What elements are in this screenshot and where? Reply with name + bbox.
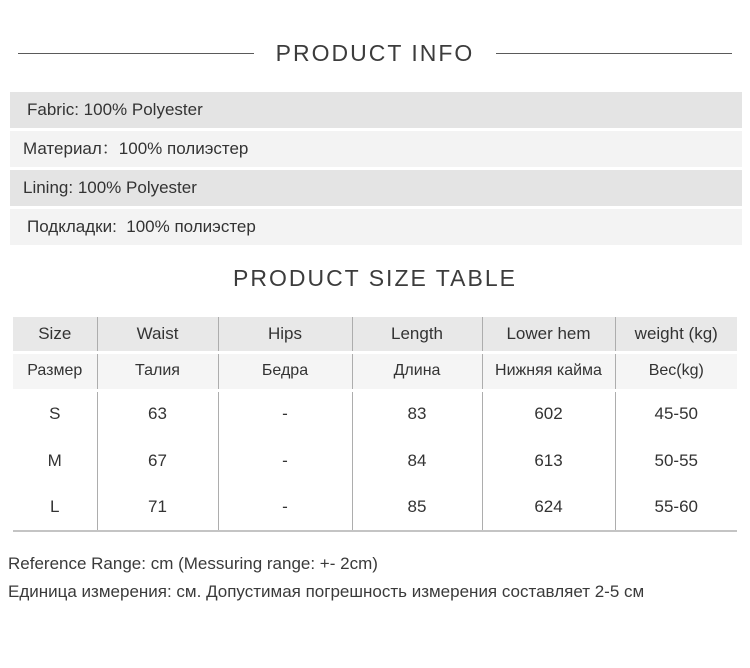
header-cell-length: Length [352,317,482,352]
table-cell: 84 [352,437,482,484]
table-header-row-ru [13,352,737,390]
size-table-title: PRODUCT SIZE TABLE [233,264,517,291]
table-cell: 85 [352,484,482,531]
title-rule-right [496,53,732,54]
table-row-m [13,437,737,484]
header-cell-size: Size [13,317,97,352]
table-cell: S [13,390,97,437]
size-table-header [0,263,750,293]
header-cell-lower-hem: Lower hem [482,317,615,352]
header-cell-waist: Waist [97,317,218,352]
table-cell: 67 [97,437,218,484]
header-cell-weight-ru: Вес(kg) [615,352,737,390]
measurement-unit-note-ru: Единица измерения: см. Допустимая погрешность измерения составляет 2-5 см [8,582,645,601]
title-rule-left [18,53,254,54]
table-cell: M [13,437,97,484]
table-header-row-en [13,317,737,352]
table-cell: - [218,437,352,484]
table-cell: 50-55 [615,437,737,484]
size-table [13,317,737,532]
header-cell-weight: weight (kg) [615,317,737,352]
table-cell: L [13,484,97,531]
table-cell: 83 [352,390,482,437]
product-info-header [0,38,750,68]
table-row-s [13,390,737,437]
footer-notes [8,550,742,606]
info-row-lining: Lining: 100% Polyester [10,170,742,206]
table-cell: - [218,484,352,531]
info-row-lining-ru: Подкладки: 100% полиэстер [10,209,742,245]
info-row-fabric: Fabric: 100% Polyester [10,92,742,128]
table-cell: 45-50 [615,390,737,437]
reference-range-note: Reference Range: cm (Messuring range: +- 2cm) [8,554,378,573]
header-cell-hips: Hips [218,317,352,352]
table-row-l [13,484,737,531]
header-cell-length-ru: Длина [352,352,482,390]
header-cell-hips-ru: Бедра [218,352,352,390]
header-cell-lower-hem-ru: Нижняя кайма [482,352,615,390]
table-cell: 71 [97,484,218,531]
table-cell: 624 [482,484,615,531]
table-cell: - [218,390,352,437]
product-info-title: PRODUCT INFO [275,39,475,66]
product-info-section [10,92,742,245]
header-cell-waist-ru: Талия [97,352,218,390]
table-cell: 602 [482,390,615,437]
info-row-material-ru: Материал：100% полиэстер [10,131,742,167]
header-cell-size-ru: Размер [13,352,97,390]
table-cell: 55-60 [615,484,737,531]
table-cell: 613 [482,437,615,484]
table-cell: 63 [97,390,218,437]
